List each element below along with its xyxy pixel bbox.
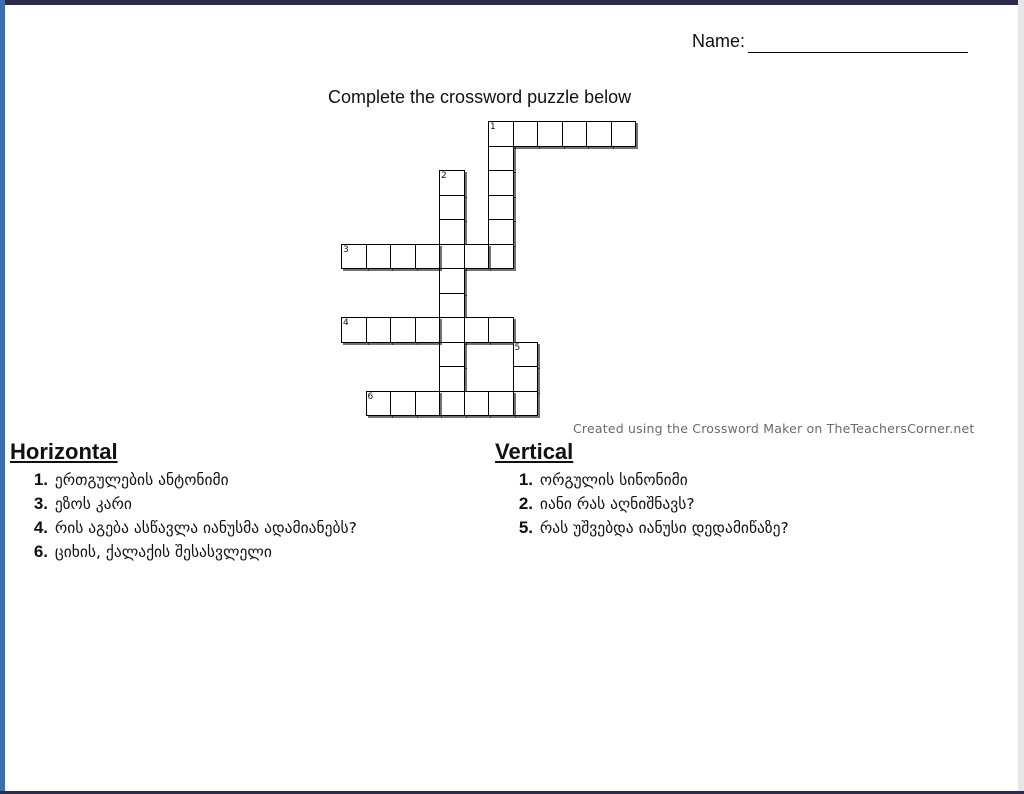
instructions-text: Complete the crossword puzzle below bbox=[328, 87, 632, 107]
crossword-cell[interactable] bbox=[488, 219, 514, 245]
clue-number: 2. bbox=[518, 494, 533, 513]
crossword-cell[interactable] bbox=[611, 121, 637, 147]
crossword-cell[interactable] bbox=[366, 317, 392, 343]
crossword-cell[interactable] bbox=[488, 170, 514, 196]
crossword-cell[interactable] bbox=[464, 317, 490, 343]
window-left-border bbox=[0, 0, 5, 794]
clue-text: ერთგულების ანტონიმი bbox=[50, 471, 229, 489]
clue-text: რას უშვებდა იანუსი დედამიწაზე? bbox=[535, 519, 789, 537]
name-blank-line[interactable] bbox=[748, 52, 968, 53]
crossword-cell[interactable] bbox=[341, 244, 367, 270]
clue-number: 6 bbox=[367, 391, 374, 402]
clue-number: 1. bbox=[33, 470, 48, 489]
clue-number: 5. bbox=[518, 518, 533, 537]
clue-number: 1 bbox=[490, 122, 496, 132]
crossword-cell[interactable] bbox=[513, 121, 539, 147]
crossword-cell[interactable] bbox=[439, 268, 465, 294]
crossword-cell[interactable] bbox=[537, 121, 563, 147]
crossword-cell[interactable] bbox=[439, 170, 465, 196]
clue-number: 2 bbox=[441, 171, 447, 181]
crossword-cell[interactable] bbox=[366, 391, 392, 417]
crossword-cell[interactable] bbox=[488, 391, 514, 417]
vertical-clue bbox=[513, 493, 789, 517]
clue-number: 1. bbox=[518, 470, 533, 489]
crossword-cell[interactable] bbox=[488, 121, 514, 147]
crossword-cell[interactable] bbox=[415, 244, 441, 270]
clue-text: ორგულის სინონიმი bbox=[535, 471, 688, 489]
crossword-cell[interactable] bbox=[439, 317, 465, 343]
clue-number: 3 bbox=[343, 244, 349, 255]
clue-text: ეზოს კარი bbox=[50, 495, 132, 513]
crossword-cell[interactable] bbox=[488, 195, 514, 221]
horizontal-clue bbox=[28, 469, 357, 493]
vertical-clues-heading: Vertical bbox=[495, 439, 574, 464]
crossword-cell[interactable] bbox=[415, 317, 441, 343]
credit-text: Created using the Crossword Maker on TheTeachersCorner.net bbox=[573, 421, 975, 436]
horizontal-clue-list bbox=[10, 469, 357, 565]
crossword-cell[interactable] bbox=[439, 391, 465, 417]
crossword-cell[interactable] bbox=[390, 244, 416, 270]
clue-number: 5 bbox=[514, 342, 521, 353]
clue-text: იანი რას აღნიშნავს? bbox=[535, 495, 695, 513]
clue-number: 4 bbox=[343, 318, 349, 328]
crossword-cell[interactable] bbox=[439, 366, 465, 392]
crossword-cell[interactable] bbox=[390, 391, 416, 417]
horizontal-clue bbox=[28, 493, 357, 517]
crossword-cell[interactable] bbox=[439, 195, 465, 221]
clue-number: 3. bbox=[33, 494, 48, 513]
crossword-cell[interactable] bbox=[488, 317, 514, 343]
crossword-cell[interactable] bbox=[366, 244, 392, 270]
crossword-cell[interactable] bbox=[464, 391, 490, 417]
clue-text: ციხის, ქალაქის შესასვლელი bbox=[50, 543, 272, 561]
crossword-cell[interactable] bbox=[464, 244, 490, 270]
crossword-cell[interactable] bbox=[586, 121, 612, 147]
vertical-clue bbox=[513, 469, 789, 493]
crossword-cell[interactable] bbox=[562, 121, 588, 147]
scrollbar-track[interactable] bbox=[1018, 0, 1024, 794]
crossword-cell[interactable] bbox=[439, 293, 465, 319]
crossword-cell[interactable] bbox=[488, 146, 514, 172]
horizontal-clue bbox=[28, 517, 357, 541]
crossword-cell[interactable] bbox=[488, 244, 514, 270]
crossword-cell[interactable] bbox=[513, 342, 539, 368]
name-label: Name: bbox=[692, 31, 746, 51]
crossword-cell[interactable] bbox=[390, 317, 416, 343]
horizontal-clues-heading: Horizontal bbox=[10, 439, 118, 464]
clue-number: 6. bbox=[33, 542, 48, 561]
horizontal-clue bbox=[28, 541, 357, 565]
crossword-cell[interactable] bbox=[439, 219, 465, 245]
crossword-cell[interactable] bbox=[513, 391, 539, 417]
vertical-clue-list bbox=[495, 469, 789, 541]
crossword-cell[interactable] bbox=[439, 342, 465, 368]
clue-text: რის აგება ასწავლა იანუსმა ადამიანებს? bbox=[50, 519, 357, 537]
crossword-cell[interactable] bbox=[341, 317, 367, 343]
crossword-cell[interactable] bbox=[439, 244, 465, 270]
clue-number: 4. bbox=[33, 518, 48, 537]
vertical-clue bbox=[513, 517, 789, 541]
crossword-cell[interactable] bbox=[513, 366, 539, 392]
crossword-cell[interactable] bbox=[415, 391, 441, 417]
window-top-border bbox=[0, 0, 1024, 5]
